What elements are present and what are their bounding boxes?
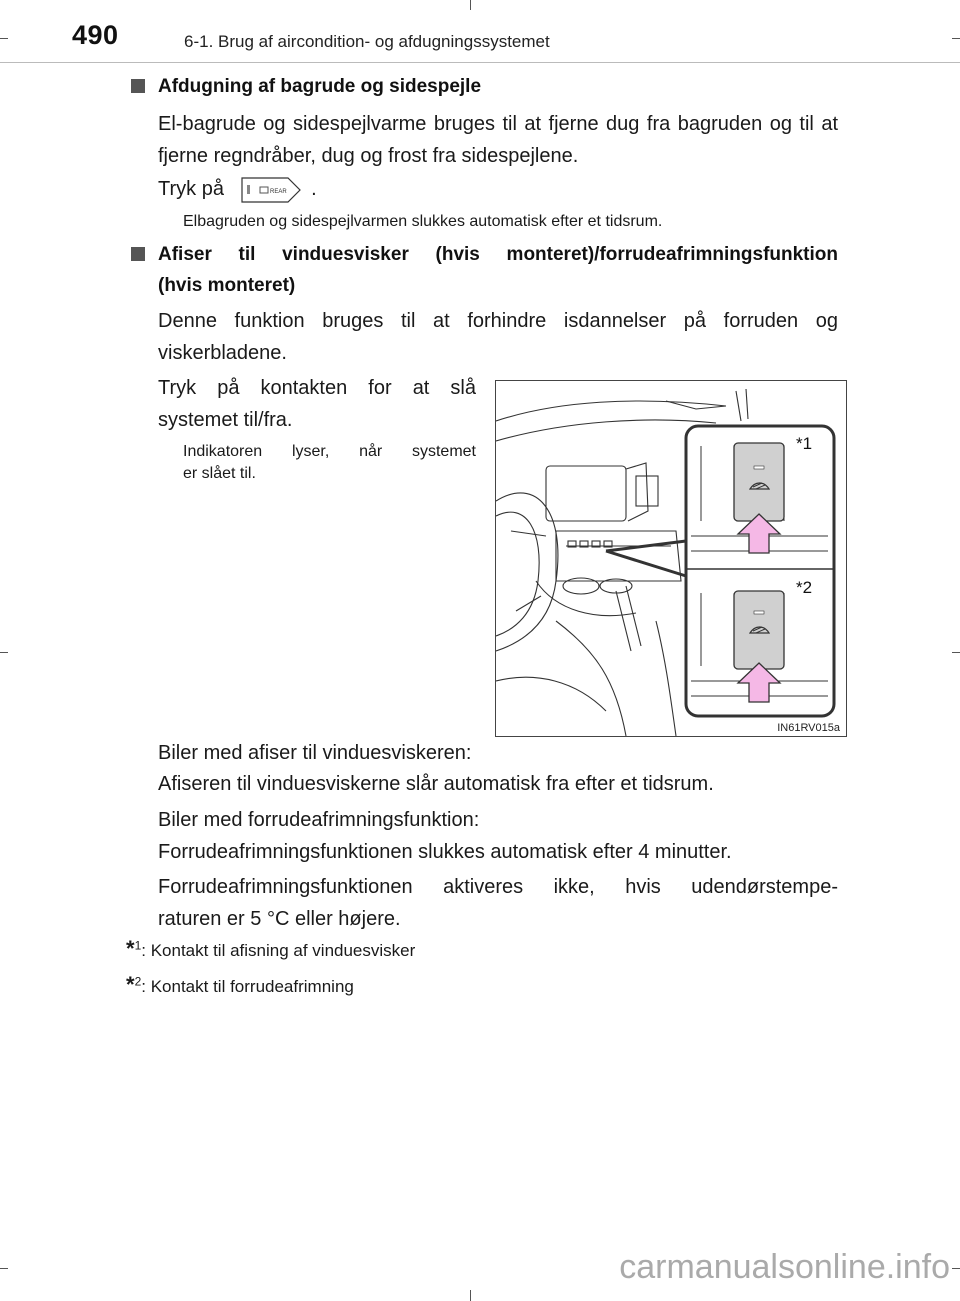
figure-code: IN61RV015a [777, 722, 840, 734]
section-bullet-icon [131, 247, 145, 261]
section-heading: Afdugning af bagrude og sidespejle [158, 76, 482, 97]
section-body: El-bagrude og sidespejlvarme bruges til at fjerne dug fra bagruden og til at fjerne regndråber, dug og frost fra sidespejlene. [158, 113, 838, 167]
footnote-2: *$^2$: Kontakt til forrudeafrimning [126, 972, 354, 997]
page-number: 490 [72, 20, 119, 50]
crop-mark [952, 1268, 960, 1269]
press-switch-text: Tryk på kontakten for at slå [158, 377, 476, 399]
crop-mark [0, 1268, 8, 1269]
section-bullet-icon [131, 79, 145, 93]
indicator-note: Indikatoren lyser, når systemet [183, 443, 476, 460]
footnote-1: *$^1$: Kontakt til afisning af vinduesvisker [126, 936, 416, 961]
press-suffix: . [311, 178, 317, 200]
defrost-title: Biler med forrudeafrimningsfunktion: [158, 809, 480, 831]
indicator-note-cont: er slået til. [183, 465, 256, 482]
watermark: carmanualsonline.info [619, 1248, 950, 1286]
press-switch-text-cont: systemet til/fra. [158, 409, 293, 431]
wiper-title: Biler med afiser til vinduesviskeren: [158, 742, 472, 764]
dashboard-drawing [496, 381, 846, 736]
crop-mark [952, 652, 960, 653]
switch-label-2: *2 [796, 578, 813, 597]
dashboard-illustration [495, 380, 847, 737]
section-note: Elbagruden og sidespejlvarmen slukkes automatisk efter et tidsrum. [183, 213, 663, 230]
crop-mark [0, 652, 8, 653]
section-body-cont: viskerbladene. [158, 342, 287, 364]
section-body: Denne funktion bruges til at forhindre isdannelser på forruden og [158, 310, 838, 332]
wiper-text: Afiseren til vinduesviskerne slår automatisk fra efter et tidsrum. [158, 773, 714, 795]
section-heading-cont: (hvis monteret) [158, 275, 296, 296]
temp-note-cont: raturen er 5 °C eller højere. [158, 908, 401, 930]
section-heading: Afiser til vinduesvisker (hvis monteret)/forrudeafrimningsfunktion [158, 244, 838, 265]
switch-label-1: *1 [796, 434, 813, 453]
svg-text:REAR: REAR [269, 188, 287, 195]
defrost-text: Forrudeafrimningsfunktionen slukkes automatisk efter 4 minutter. [158, 841, 732, 863]
temp-note: Forrudeafrimningsfunktionen aktiveres ikke, hvis udendørstempe- [158, 876, 838, 898]
press-prefix: Tryk på [158, 178, 224, 200]
rear-defogger-button-icon [240, 176, 302, 204]
press-instruction [158, 173, 838, 205]
crop-mark [470, 1290, 471, 1301]
page-header [0, 0, 960, 60]
header-divider [0, 62, 960, 63]
chapter-title: 6-1. Brug af aircondition- og afdugningssystemet [184, 32, 550, 51]
